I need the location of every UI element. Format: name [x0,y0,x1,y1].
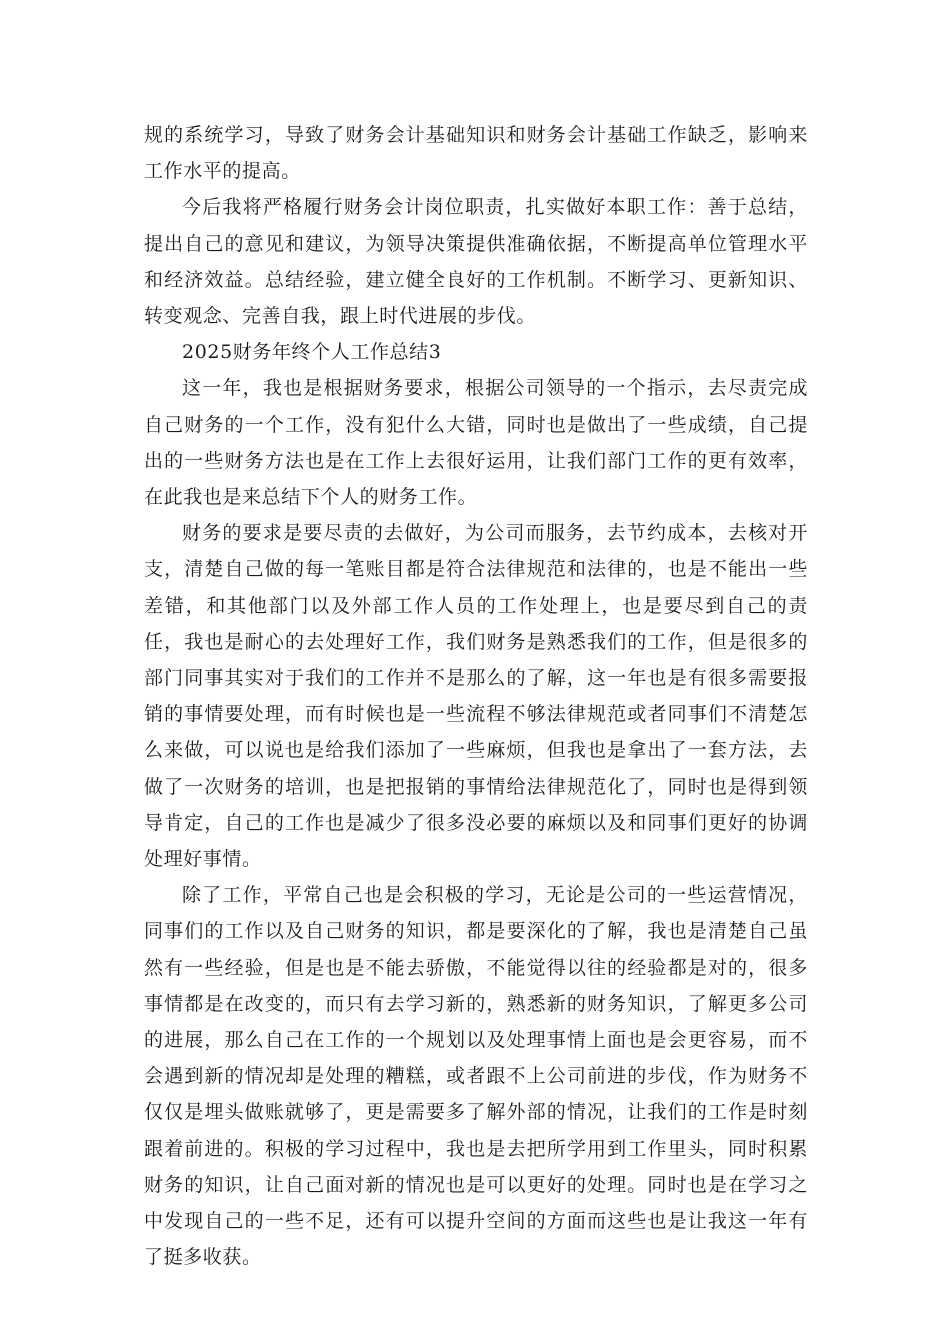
paragraph-intro: 这一年，我也是根据财务要求，根据公司领导的一个指示，去尽责完成自己财务的一个工作，没有犯什么大错，同时也是做出了一些成绩，自己提出的一些财务方法也是在工作上去很好运用，让我们部门工作的更有效率，在此我也是来总结下个人的财务工作。 [144,377,808,509]
section-heading: 2025财务年终个人工作总结3 [182,341,442,364]
paragraph-future-plan: 今后我将严格履行财务会计岗位职责，扎实做好本职工作：善于总结，提出自己的意见和建议，为领导决策提供准确依据，不断提高单位管理水平和经济效益。总结经验，建立健全良好的工作机制。不断学习、更新知识、转变观念、完善自我，跟上时代进展的步伐。 [144,196,808,328]
paragraph-learning: 除了工作，平常自己也是会积极的学习，无论是公司的一些运营情况，同事们的工作以及自己财务的知识，都是要深化的了解，我也是清楚自己虽然有一些经验，但是也是不能去骄傲，不能觉得以往的经验都是对的，很多事情都是在改变的，而只有去学习新的，熟悉新的财务知识，了解更多公司的进展，那么自己在工作的一个规划以及处理事情上面也是会更容易，而不会遇到新的情况却是处理的糟糕，或者跟不上公司前进的步伐，作为财务不仅仅是埋头做账就够了，更是需要多了解外部的情况，让我们的工作是时刻跟着前进的。积极的学习过程中，我也是去把所学用到工作里头，同时积累财务的知识，让自己面对新的情况也是可以更好的处理。同时也是在学习之中发现自己的一些不足，还有可以提升空间的方面而这些也是让我这一年有了挺多收获。 [144,884,808,1269]
paragraph-continuation: 规的系统学习，导致了财务会计基础知识和财务会计基础工作缺乏，影响来工作水平的提高。 [144,124,808,183]
document-body [144,117,808,1276]
paragraph-duties: 财务的要求是要尽责的去做好，为公司而服务，去节约成本，去核对开支，清楚自己做的每一笔账目都是符合法律规范和法律的，也是不能出一些差错，和其他部门以及外部工作人员的工作处理上，也是要尽到自己的责任，我也是耐心的去处理好工作，我们财务是熟悉我们的工作，但是很多的部门同事其实对于我们的工作并不是那么的了解，这一年也是有很多需要报销的事情要处理，而有时候也是一些流程不够法律规范或者同事们不清楚怎么来做，可以说也是给我们添加了一些麻烦，但我也是拿出了一套方法，去做了一次财务的培训，也是把报销的事情给法律规范化了，同时也是得到领导肯定，自己的工作也是减少了很多没必要的麻烦以及和同事们更好的协调处理好事情。 [144,522,808,871]
